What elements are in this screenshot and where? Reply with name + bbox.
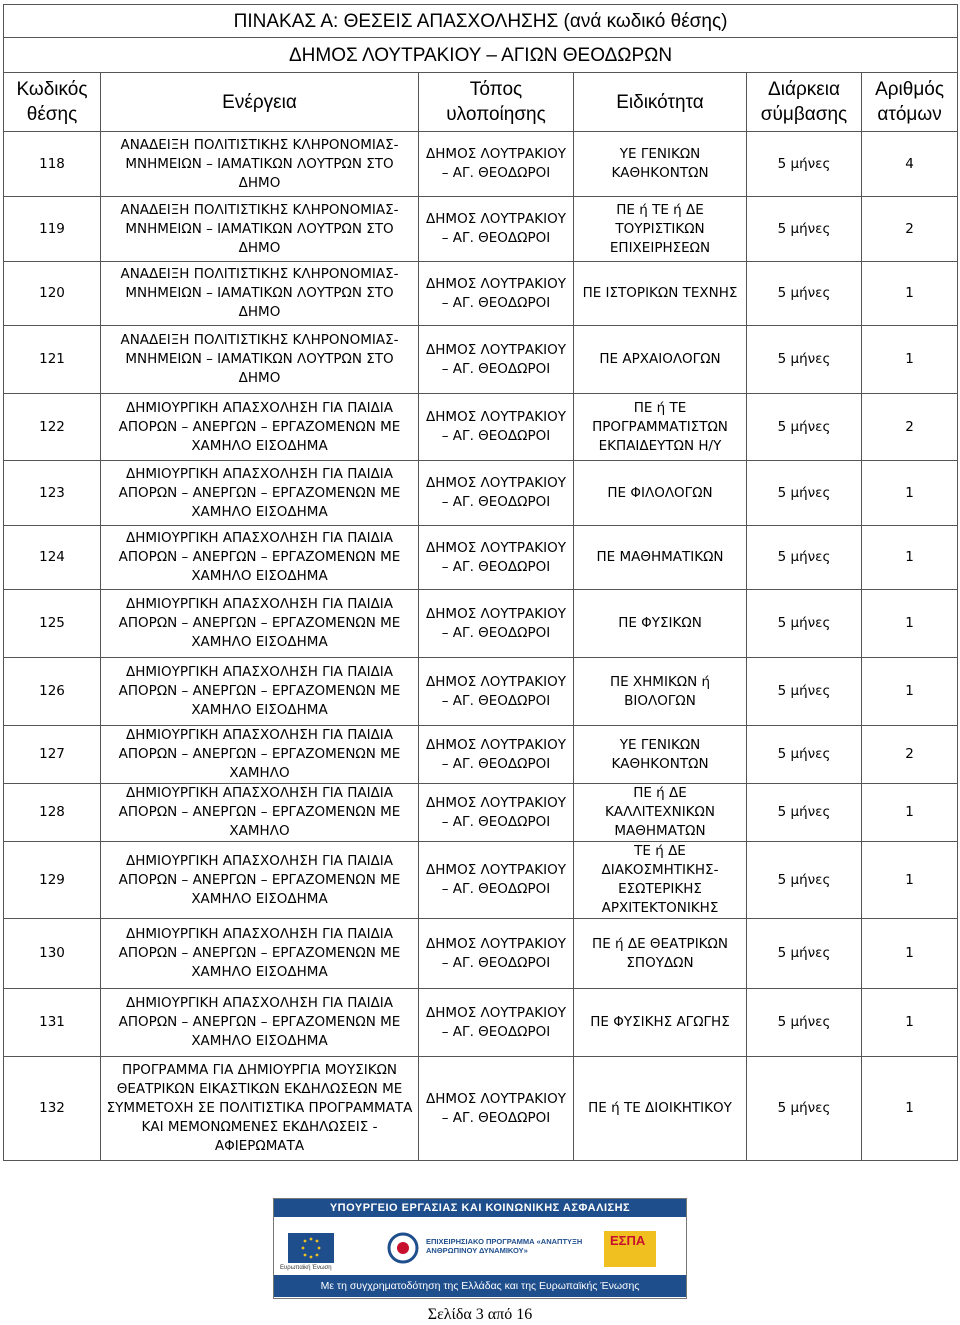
duration-cell: 5 μήνες <box>747 658 862 726</box>
specialty-cell: ΠΕ ΑΡΧΑΙΟΛΟΓΩΝ <box>574 326 747 394</box>
activity-cell: ΔΗΜΙΟΥΡΓΙΚΗ ΑΠΑΣΧΟΛΗΣΗ ΓΙΑ ΠΑΙΔΙΑ ΑΠΟΡΩΝ – ΑΝΕΡΓΩΝ – ΕΡΓΑΖΟΜΕΝΩΝ ΜΕ ΧΑΜΗΛΟ ΕΙΣΟΔΗΜΑ <box>101 394 419 461</box>
count-cell: 1 <box>862 461 958 526</box>
specialty-cell: ΠΕ ΦΥΣΙΚΗΣ ΑΓΩΓΗΣ <box>574 989 747 1057</box>
activity-cell: ΔΗΜΙΟΥΡΓΙΚΗ ΑΠΑΣΧΟΛΗΣΗ ΓΙΑ ΠΑΙΔΙΑ ΑΠΟΡΩΝ – ΑΝΕΡΓΩΝ – ΕΡΓΑΖΟΜΕΝΩΝ ΜΕ ΧΑΜΗΛΟ ΕΙΣΟΔΗΜΑ <box>101 590 419 658</box>
program-emblem-icon <box>386 1231 420 1265</box>
duration-cell: 5 μήνες <box>747 262 862 326</box>
table-row <box>4 197 958 262</box>
espa-label: ΕΣΠΑ <box>610 1233 646 1248</box>
activity-cell: ΑΝΑΔΕΙΞΗ ΠΟΛΙΤΙΣΤΙΚΗΣ ΚΛΗΡΟΝΟΜΙΑΣ-ΜΝΗΜΕΙΩΝ – ΙΑΜΑΤΙΚΩΝ ΛΟΥΤΡΩΝ ΣΤΟ ΔΗΜΟ <box>101 326 419 394</box>
code-cell: 125 <box>4 590 101 658</box>
cofinance-text: Με τη συγχρηματοδότηση της Ελλάδας και της Ευρωπαϊκής Ένωσης <box>274 1275 686 1297</box>
table-row <box>4 326 958 394</box>
code-cell: 123 <box>4 461 101 526</box>
positions-table <box>3 4 958 1161</box>
count-cell: 1 <box>862 590 958 658</box>
duration-cell: 5 μήνες <box>747 394 862 461</box>
code-cell: 126 <box>4 658 101 726</box>
specialty-cell: ΠΕ ΦΥΣΙΚΩΝ <box>574 590 747 658</box>
eu-flag-icon <box>288 1233 334 1263</box>
specialty-cell: ΥΕ ΓΕΝΙΚΩΝ ΚΑΘΗΚΟΝΤΩΝ <box>574 132 747 197</box>
count-cell: 2 <box>862 197 958 262</box>
activity-cell: ΔΗΜΙΟΥΡΓΙΚΗ ΑΠΑΣΧΟΛΗΣΗ ΓΙΑ ΠΑΙΔΙΑ ΑΠΟΡΩΝ – ΑΝΕΡΓΩΝ – ΕΡΓΑΖΟΜΕΝΩΝ ΜΕ ΧΑΜΗΛΟ ΕΙΣΟΔΗΜΑ <box>101 526 419 590</box>
specialty-cell: ΠΕ ή ΤΕ ή ΔΕ ΤΟΥΡΙΣΤΙΚΩΝ ΕΠΙΧΕΙΡΗΣΕΩΝ <box>574 197 747 262</box>
location-cell: ΔΗΜΟΣ ΛΟΥΤΡΑΚΙΟΥ – ΑΓ. ΘΕΟΔΩΡΟΙ <box>419 132 574 197</box>
header-row <box>4 73 958 132</box>
activity-cell: ΔΗΜΙΟΥΡΓΙΚΗ ΑΠΑΣΧΟΛΗΣΗ ΓΙΑ ΠΑΙΔΙΑ ΑΠΟΡΩΝ – ΑΝΕΡΓΩΝ – ΕΡΓΑΖΟΜΕΝΩΝ ΜΕ ΧΑΜΗΛΟ ΕΙΣΟΔΗΜΑ <box>101 989 419 1057</box>
specialty-cell: ΠΕ ΙΣΤΟΡΙΚΩΝ ΤΕΧΝΗΣ <box>574 262 747 326</box>
activity-cell: ΔΗΜΙΟΥΡΓΙΚΗ ΑΠΑΣΧΟΛΗΣΗ ΓΙΑ ΠΑΙΔΙΑ ΑΠΟΡΩΝ – ΑΝΕΡΓΩΝ – ΕΡΓΑΖΟΜΕΝΩΝ ΜΕ ΧΑΜΗΛΟ ΕΙΣΟΔΗΜΑ <box>101 461 419 526</box>
location-cell: ΔΗΜΟΣ ΛΟΥΤΡΑΚΙΟΥ – ΑΓ. ΘΕΟΔΩΡΟΙ <box>419 919 574 989</box>
code-cell: 132 <box>4 1057 101 1161</box>
cofinance-logo <box>273 1198 687 1299</box>
code-cell: 119 <box>4 197 101 262</box>
count-cell: 1 <box>862 526 958 590</box>
count-cell: 1 <box>862 658 958 726</box>
code-cell: 118 <box>4 132 101 197</box>
program-name: ΕΠΙΧΕΙΡΗΣΙΑΚΟ ΠΡΟΓΡΑΜΜΑ «ΑΝΑΠΤΥΞΗ ΑΝΘΡΩΠΙΝΟΥ ΔΥΝΑΜΙΚΟΥ» <box>426 1237 583 1255</box>
ministry-band: ΥΠΟΥΡΓΕΙΟ ΕΡΓΑΣΙΑΣ ΚΑΙ ΚΟΙΝΩΝΙΚΗΣ ΑΣΦΑΛΙΣΗΣ <box>274 1199 686 1217</box>
table-row <box>4 132 958 197</box>
specialty-cell: ΠΕ ΧΗΜΙΚΩΝ ή ΒΙΟΛΟΓΩΝ <box>574 658 747 726</box>
duration-cell: 5 μήνες <box>747 590 862 658</box>
eu-label: Ευρωπαϊκή Ένωση <box>280 1265 332 1271</box>
table-row <box>4 842 958 919</box>
table-row <box>4 726 958 784</box>
page-title: ΠΙΝΑΚΑΣ Α: ΘΕΣΕΙΣ ΑΠΑΣΧΟΛΗΣΗΣ (ανά κωδικό θέσης) <box>4 5 958 38</box>
specialty-cell: ΠΕ ΦΙΛΟΛΟΓΩΝ <box>574 461 747 526</box>
code-cell: 128 <box>4 784 101 842</box>
count-cell: 2 <box>862 726 958 784</box>
specialty-cell: ΤΕ ή ΔΕ ΔΙΑΚΟΣΜΗΤΙΚΗΣ-ΕΣΩΤΕΡΙΚΗΣ ΑΡΧΙΤΕΚΤΟΝΙΚΗΣ <box>574 842 747 919</box>
table-row <box>4 262 958 326</box>
activity-cell: ΔΗΜΙΟΥΡΓΙΚΗ ΑΠΑΣΧΟΛΗΣΗ ΓΙΑ ΠΑΙΔΙΑ ΑΠΟΡΩΝ – ΑΝΕΡΓΩΝ – ΕΡΓΑΖΟΜΕΝΩΝ ΜΕ ΧΑΜΗΛΟ ΕΙΣΟΔΗΜΑ <box>101 658 419 726</box>
code-cell: 127 <box>4 726 101 784</box>
location-cell: ΔΗΜΟΣ ΛΟΥΤΡΑΚΙΟΥ – ΑΓ. ΘΕΟΔΩΡΟΙ <box>419 197 574 262</box>
specialty-cell: ΠΕ ή ΔΕ ΚΑΛΛΙΤΕΧΝΙΚΩΝ ΜΑΘΗΜΑΤΩΝ <box>574 784 747 842</box>
specialty-cell: ΠΕ ή ΤΕ ΔΙΟΙΚΗΤΙΚΟΥ <box>574 1057 747 1161</box>
activity-cell: ΔΗΜΙΟΥΡΓΙΚΗ ΑΠΑΣΧΟΛΗΣΗ ΓΙΑ ΠΑΙΔΙΑ ΑΠΟΡΩΝ – ΑΝΕΡΓΩΝ – ΕΡΓΑΖΟΜΕΝΩΝ ΜΕ ΧΑΜΗΛΟ <box>101 784 419 842</box>
activity-cell: ΔΗΜΙΟΥΡΓΙΚΗ ΑΠΑΣΧΟΛΗΣΗ ΓΙΑ ΠΑΙΔΙΑ ΑΠΟΡΩΝ – ΑΝΕΡΓΩΝ – ΕΡΓΑΖΟΜΕΝΩΝ ΜΕ ΧΑΜΗΛΟ ΕΙΣΟΔΗΜΑ <box>101 842 419 919</box>
location-cell: ΔΗΜΟΣ ΛΟΥΤΡΑΚΙΟΥ – ΑΓ. ΘΕΟΔΩΡΟΙ <box>419 590 574 658</box>
duration-cell: 5 μήνες <box>747 197 862 262</box>
code-cell: 121 <box>4 326 101 394</box>
activity-cell: ΔΗΜΙΟΥΡΓΙΚΗ ΑΠΑΣΧΟΛΗΣΗ ΓΙΑ ΠΑΙΔΙΑ ΑΠΟΡΩΝ – ΑΝΕΡΓΩΝ – ΕΡΓΑΖΟΜΕΝΩΝ ΜΕ ΧΑΜΗΛΟ ΕΙΣΟΔΗΜΑ <box>101 919 419 989</box>
location-cell: ΔΗΜΟΣ ΛΟΥΤΡΑΚΙΟΥ – ΑΓ. ΘΕΟΔΩΡΟΙ <box>419 262 574 326</box>
location-cell: ΔΗΜΟΣ ΛΟΥΤΡΑΚΙΟΥ – ΑΓ. ΘΕΟΔΩΡΟΙ <box>419 658 574 726</box>
code-cell: 129 <box>4 842 101 919</box>
specialty-cell: ΥΕ ΓΕΝΙΚΩΝ ΚΑΘΗΚΟΝΤΩΝ <box>574 726 747 784</box>
location-cell: ΔΗΜΟΣ ΛΟΥΤΡΑΚΙΟΥ – ΑΓ. ΘΕΟΔΩΡΟΙ <box>419 989 574 1057</box>
count-cell: 2 <box>862 394 958 461</box>
header-count: Αριθμός ατόμων <box>862 73 958 132</box>
page-subtitle: ΔΗΜΟΣ ΛΟΥΤΡΑΚΙΟΥ – ΑΓΙΩΝ ΘΕΟΔΩΡΩΝ <box>4 38 958 73</box>
location-cell: ΔΗΜΟΣ ΛΟΥΤΡΑΚΙΟΥ – ΑΓ. ΘΕΟΔΩΡΟΙ <box>419 784 574 842</box>
table-row <box>4 461 958 526</box>
header-code: Κωδικός θέσης <box>4 73 101 132</box>
count-cell: 1 <box>862 919 958 989</box>
duration-cell: 5 μήνες <box>747 461 862 526</box>
code-cell: 120 <box>4 262 101 326</box>
header-specialty: Ειδικότητα <box>574 73 747 132</box>
specialty-cell: ΠΕ ή ΔΕ ΘΕΑΤΡΙΚΩΝ ΣΠΟΥΔΩΝ <box>574 919 747 989</box>
count-cell: 1 <box>862 842 958 919</box>
header-duration: Διάρκεια σύμβασης <box>747 73 862 132</box>
table-row <box>4 526 958 590</box>
activity-cell: ΑΝΑΔΕΙΞΗ ΠΟΛΙΤΙΣΤΙΚΗΣ ΚΛΗΡΟΝΟΜΙΑΣ-ΜΝΗΜΕΙΩΝ – ΙΑΜΑΤΙΚΩΝ ΛΟΥΤΡΩΝ ΣΤΟ ΔΗΜΟ <box>101 132 419 197</box>
duration-cell: 5 μήνες <box>747 919 862 989</box>
specialty-cell: ΠΕ ή ΤΕ ΠΡΟΓΡΑΜΜΑΤΙΣΤΩΝ ΕΚΠΑΙΔΕΥΤΩΝ Η/Υ <box>574 394 747 461</box>
location-cell: ΔΗΜΟΣ ΛΟΥΤΡΑΚΙΟΥ – ΑΓ. ΘΕΟΔΩΡΟΙ <box>419 1057 574 1161</box>
code-cell: 131 <box>4 989 101 1057</box>
page-number: Σελίδα 3 από 16 <box>427 1306 533 1323</box>
table-row <box>4 394 958 461</box>
table-row <box>4 1057 958 1161</box>
table-row <box>4 784 958 842</box>
activity-cell: ΑΝΑΔΕΙΞΗ ΠΟΛΙΤΙΣΤΙΚΗΣ ΚΛΗΡΟΝΟΜΙΑΣ-ΜΝΗΜΕΙΩΝ – ΙΑΜΑΤΙΚΩΝ ΛΟΥΤΡΩΝ ΣΤΟ ΔΗΜΟ <box>101 197 419 262</box>
count-cell: 1 <box>862 326 958 394</box>
specialty-cell: ΠΕ ΜΑΘΗΜΑΤΙΚΩΝ <box>574 526 747 590</box>
logo-middle <box>274 1217 686 1275</box>
duration-cell: 5 μήνες <box>747 326 862 394</box>
table-row <box>4 989 958 1057</box>
count-cell: 1 <box>862 262 958 326</box>
duration-cell: 5 μήνες <box>747 989 862 1057</box>
count-cell: 4 <box>862 132 958 197</box>
header-activity: Ενέργεια <box>101 73 419 132</box>
code-cell: 130 <box>4 919 101 989</box>
table-row <box>4 590 958 658</box>
location-cell: ΔΗΜΟΣ ΛΟΥΤΡΑΚΙΟΥ – ΑΓ. ΘΕΟΔΩΡΟΙ <box>419 526 574 590</box>
duration-cell: 5 μήνες <box>747 726 862 784</box>
activity-cell: ΔΗΜΙΟΥΡΓΙΚΗ ΑΠΑΣΧΟΛΗΣΗ ΓΙΑ ΠΑΙΔΙΑ ΑΠΟΡΩΝ – ΑΝΕΡΓΩΝ – ΕΡΓΑΖΟΜΕΝΩΝ ΜΕ ΧΑΜΗΛΟ <box>101 726 419 784</box>
location-cell: ΔΗΜΟΣ ΛΟΥΤΡΑΚΙΟΥ – ΑΓ. ΘΕΟΔΩΡΟΙ <box>419 394 574 461</box>
duration-cell: 5 μήνες <box>747 526 862 590</box>
location-cell: ΔΗΜΟΣ ΛΟΥΤΡΑΚΙΟΥ – ΑΓ. ΘΕΟΔΩΡΟΙ <box>419 842 574 919</box>
table-row <box>4 658 958 726</box>
count-cell: 1 <box>862 1057 958 1161</box>
activity-cell: ΑΝΑΔΕΙΞΗ ΠΟΛΙΤΙΣΤΙΚΗΣ ΚΛΗΡΟΝΟΜΙΑΣ-ΜΝΗΜΕΙΩΝ – ΙΑΜΑΤΙΚΩΝ ΛΟΥΤΡΩΝ ΣΤΟ ΔΗΜΟ <box>101 262 419 326</box>
location-cell: ΔΗΜΟΣ ΛΟΥΤΡΑΚΙΟΥ – ΑΓ. ΘΕΟΔΩΡΟΙ <box>419 461 574 526</box>
location-cell: ΔΗΜΟΣ ΛΟΥΤΡΑΚΙΟΥ – ΑΓ. ΘΕΟΔΩΡΟΙ <box>419 326 574 394</box>
table-row <box>4 919 958 989</box>
count-cell: 1 <box>862 784 958 842</box>
location-cell: ΔΗΜΟΣ ΛΟΥΤΡΑΚΙΟΥ – ΑΓ. ΘΕΟΔΩΡΟΙ <box>419 726 574 784</box>
activity-cell: ΠΡΟΓΡΑΜΜΑ ΓΙΑ ΔΗΜΙΟΥΡΓΙΑ ΜΟΥΣΙΚΩΝ ΘΕΑΤΡΙΚΩΝ ΕΙΚΑΣΤΙΚΩΝ ΕΚΔΗΛΩΣΕΩΝ ΜΕ ΣΥΜΜΕΤΟΧΗ ΣΕ ΠΟΛΙΤΙΣΤΙΚΑ ΠΡΟΓΡΑΜΜΑΤΑ ΚΑΙ ΜΕΜΟΝΩΜΕΝΕΣ ΕΚΔΗΛΩΣΕΙΣ - ΑΦΙΕΡΩΜΑΤΑ <box>101 1057 419 1161</box>
duration-cell: 5 μήνες <box>747 1057 862 1161</box>
duration-cell: 5 μήνες <box>747 842 862 919</box>
header-location: Τόπος υλοποίησης <box>419 73 574 132</box>
duration-cell: 5 μήνες <box>747 784 862 842</box>
code-cell: 124 <box>4 526 101 590</box>
code-cell: 122 <box>4 394 101 461</box>
duration-cell: 5 μήνες <box>747 132 862 197</box>
count-cell: 1 <box>862 989 958 1057</box>
